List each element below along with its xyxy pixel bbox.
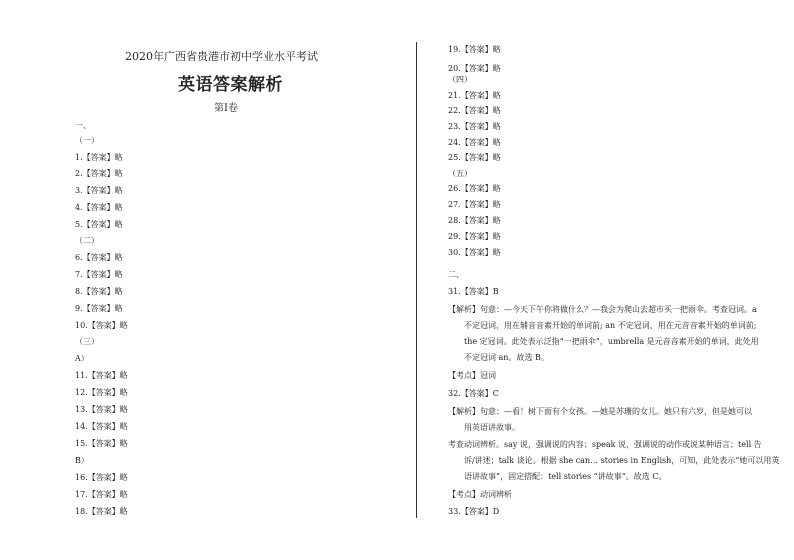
explanation-line: 不定冠词，用在辅音音素开始的单词前; an 不定冠词，用在元音音素开始的单词前; [464,321,757,330]
answer-item: 12.【答案】略 [75,388,128,397]
answer-item: 16.【答案】略 [75,473,128,482]
answer-item: 21.【答案】略 [448,91,501,100]
answer-item: 22.【答案】略 [448,106,501,115]
answer-item: 30.【答案】略 [448,248,501,257]
document-title: 英语答案解析 [178,75,283,95]
answer-item: 8.【答案】略 [75,287,123,296]
part-heading: （五） [448,169,472,178]
answer-item: 2.【答案】略 [75,169,123,178]
answer-item: 15.【答案】略 [75,439,128,448]
explanation-line: 考查动词辨析。say 说，强调说的内容；speak 说，强调说的动作或说某种语言；tell 告 [448,440,762,449]
answer-item: 10.【答案】略 [75,321,128,330]
explanation-line: 语讲故事”，固定搭配：tell stories “讲故事”。故选 C。 [464,472,667,481]
answer-item: 7.【答案】略 [75,270,123,279]
answer-item: 32.【答案】C [448,389,499,398]
answer-item: 1.【答案】略 [75,153,123,162]
answer-item: 3.【答案】略 [75,186,123,195]
explanation-line: 【解析】句意：—看！树下面有个女孩。—她是苏珊的女儿。她只有六岁，但是她可以 [448,407,752,416]
sub-part-heading: A） [75,354,89,363]
column-divider [416,42,417,518]
part-heading: （三） [75,337,99,346]
explanation-line: 用英语讲故事。 [464,423,520,432]
explanation-line: 诉/讲述；talk 谈论。根据 she can… stories in English，可知，此处表示“她可以用英 [464,456,780,465]
explanation-line: the 定冠词。此处表示泛指“一把雨伞”，umbrella 是元音音素开始的单词，此处用 [464,337,759,346]
part-heading: （一） [75,136,99,145]
part-heading: （二） [75,236,99,245]
answer-item: 25.【答案】略 [448,153,501,162]
answer-item: 14.【答案】略 [75,422,128,431]
explanation-line: 【解析】句意：—今天下午你将做什么？—我会为爬山去超市买一把雨伞。考查冠词。a [448,305,757,314]
answer-item: 13.【答案】略 [75,405,128,414]
answer-item: 6.【答案】略 [75,253,123,262]
section-heading: 一、 [75,121,91,130]
answer-item: 26.【答案】略 [448,184,501,193]
answer-item: 17.【答案】略 [75,490,128,499]
answer-item: 9.【答案】略 [75,304,123,313]
answer-item: 11.【答案】略 [75,371,128,380]
part-heading: （四） [448,75,472,84]
sub-part-heading: B） [75,456,89,465]
answer-item: 24.【答案】略 [448,138,501,147]
explanation-line: 不定冠词 an。故选 B。 [464,353,549,362]
answer-item: 31.【答案】B [448,287,499,296]
answer-item: 4.【答案】略 [75,203,123,212]
section-heading: 二、 [448,270,464,279]
answer-item: 33.【答案】D [448,507,500,516]
answer-item: 19.【答案】略 [448,45,501,54]
answer-item: 29.【答案】略 [448,232,501,241]
answer-item: 20.【答案】略 [448,64,501,73]
answer-item: 5.【答案】略 [75,220,123,229]
answer-item: 27.【答案】略 [448,200,501,209]
knowledge-point: 【考点】动词辨析 [448,490,512,499]
answer-item: 28.【答案】略 [448,216,501,225]
exam-title: 2020年广西省贵港市初中学业水平考试 [125,50,318,63]
knowledge-point: 【考点】冠词 [448,371,496,380]
answer-item: 18.【答案】略 [75,507,128,516]
volume-label: 第Ⅰ卷 [214,103,238,114]
answer-item: 23.【答案】略 [448,122,501,131]
